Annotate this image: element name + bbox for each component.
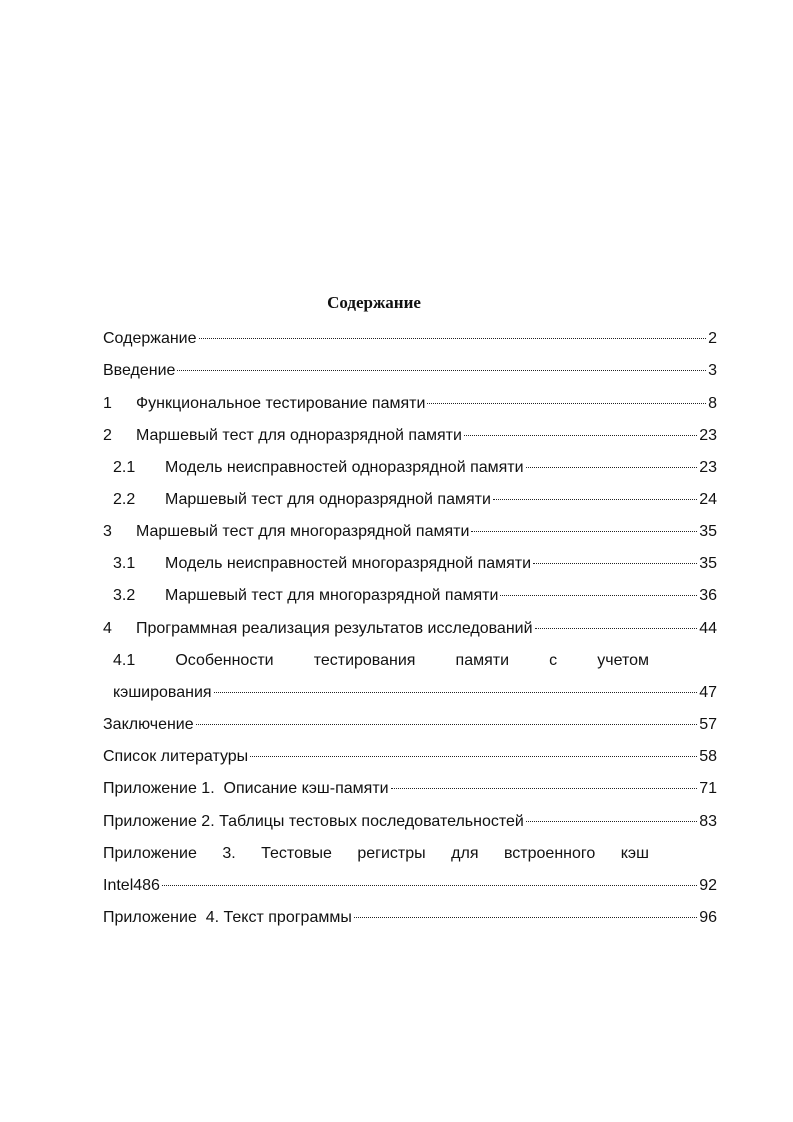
toc-entry-number: 3.2 <box>113 587 136 604</box>
toc-entry-word: 3. <box>222 845 236 862</box>
dot-leader <box>199 338 707 339</box>
dot-leader <box>196 724 698 725</box>
toc-entry-section-2-1[interactable] <box>113 458 717 478</box>
toc-entry-page: 96 <box>699 909 717 926</box>
toc-entry-page: 23 <box>699 427 717 444</box>
toc-entry-title: Содержание <box>103 330 197 347</box>
toc-entry-page: 24 <box>699 491 717 508</box>
toc-entry-word: встроенного <box>503 845 596 862</box>
toc-entry-section-4-1-line2[interactable] <box>113 683 717 703</box>
dot-leader <box>214 692 698 693</box>
toc-entry-number: 3 <box>103 523 112 540</box>
toc-entry-word: Приложение <box>103 845 197 862</box>
toc-entry-page: 83 <box>699 813 717 830</box>
toc-entry-appendix-3-line2[interactable] <box>103 876 717 896</box>
toc-entry-references[interactable] <box>103 747 717 767</box>
dot-leader <box>391 788 698 789</box>
toc-entry-title: Маршевый тест для многоразрядной памяти <box>165 587 499 604</box>
toc-entry-page: 8 <box>708 395 717 412</box>
toc-entry-word: регистры <box>357 845 426 862</box>
toc-entry-word: учетом <box>597 652 649 669</box>
toc-entry-title: Приложение 4. Текст программы <box>103 909 352 926</box>
toc-entry-chapter-2[interactable] <box>103 426 717 446</box>
toc-entry-page: 71 <box>699 780 717 797</box>
toc-entry-title: Список литературы <box>103 748 249 765</box>
dot-leader <box>500 595 697 596</box>
dot-leader <box>177 370 706 371</box>
toc-entry-title: Маршевый тест для одноразрядной памяти <box>136 427 462 444</box>
toc-entry-page: 35 <box>699 523 717 540</box>
toc-entry-page: 57 <box>699 716 717 733</box>
toc-entry-page: 47 <box>699 684 717 701</box>
toc-entry-number: 4.1 <box>113 652 136 669</box>
toc-entry-title: Intel486 <box>103 877 160 894</box>
toc-entry-page: 92 <box>699 877 717 894</box>
dot-leader <box>535 628 698 629</box>
toc-entry-word: для <box>451 845 479 862</box>
dot-leader <box>526 821 697 822</box>
toc-entry-number: 2.1 <box>113 459 136 476</box>
toc-entry-title: Приложение 1. Описание кэш-памяти <box>103 780 389 797</box>
dot-leader <box>427 403 706 404</box>
toc-entry-number: 2.2 <box>113 491 136 508</box>
toc-entry-chapter-3[interactable] <box>103 522 717 542</box>
toc-entry-title: Заключение <box>103 716 194 733</box>
dot-leader <box>250 756 697 757</box>
dot-leader <box>533 563 697 564</box>
toc-entry-contents[interactable] <box>103 329 717 349</box>
toc-entry-page: 58 <box>699 748 717 765</box>
toc-entry-title: Маршевый тест для одноразрядной памяти <box>165 491 491 508</box>
dot-leader <box>493 499 697 500</box>
toc-entry-section-4-1-line1[interactable] <box>113 651 649 671</box>
toc-entry-section-3-1[interactable] <box>113 554 717 574</box>
dot-leader <box>464 435 697 436</box>
toc-entry-page: 36 <box>699 587 717 604</box>
toc-entry-title: Введение <box>103 362 176 379</box>
toc-entry-word: тестирования <box>313 652 416 669</box>
toc-entry-title: Программная реализация результатов исследований <box>136 620 533 637</box>
toc-entry-title: Модель неисправностей многоразрядной памяти <box>165 555 532 572</box>
toc-entry-introduction[interactable] <box>103 361 717 381</box>
toc-entry-word: с <box>549 652 558 669</box>
toc-entry-appendix-2[interactable] <box>103 812 717 832</box>
toc-entry-chapter-4[interactable] <box>103 619 717 639</box>
toc-entry-section-3-2[interactable] <box>113 586 717 606</box>
toc-entry-page: 23 <box>699 459 717 476</box>
toc-entry-appendix-1[interactable] <box>103 779 717 799</box>
toc-entry-title: кэширования <box>113 684 212 701</box>
toc-entry-appendix-3-line1[interactable] <box>103 844 649 864</box>
toc-entry-word: кэш <box>620 845 649 862</box>
dot-leader <box>162 885 697 886</box>
dot-leader <box>471 531 697 532</box>
toc-entry-number: 4 <box>103 620 112 637</box>
toc-entry-title: Маршевый тест для многоразрядной памяти <box>136 523 470 540</box>
toc-entry-section-2-2[interactable] <box>113 490 717 510</box>
toc-entry-page: 3 <box>708 362 717 379</box>
toc-entry-page: 2 <box>708 330 717 347</box>
toc-entry-word: Тестовые <box>261 845 332 862</box>
toc-entry-title: Приложение 2. Таблицы тестовых последовательностей <box>103 813 524 830</box>
toc-entry-title: Функциональное тестирование памяти <box>136 395 426 412</box>
page-title: Содержание <box>327 293 421 312</box>
toc-entry-conclusion[interactable] <box>103 715 717 735</box>
toc-entry-number: 1 <box>103 395 112 412</box>
toc-entry-page: 44 <box>699 620 717 637</box>
toc-entry-number: 3.1 <box>113 555 136 572</box>
toc-entry-title: Модель неисправностей одноразрядной памяти <box>165 459 524 476</box>
dot-leader <box>526 467 698 468</box>
toc-entry-word: Особенности <box>175 652 274 669</box>
toc-entry-word: памяти <box>455 652 510 669</box>
dot-leader <box>354 917 697 918</box>
toc-entry-chapter-1[interactable] <box>103 394 717 414</box>
toc-entry-number: 2 <box>103 427 112 444</box>
toc-entry-appendix-4[interactable] <box>103 908 717 928</box>
toc-entry-page: 35 <box>699 555 717 572</box>
